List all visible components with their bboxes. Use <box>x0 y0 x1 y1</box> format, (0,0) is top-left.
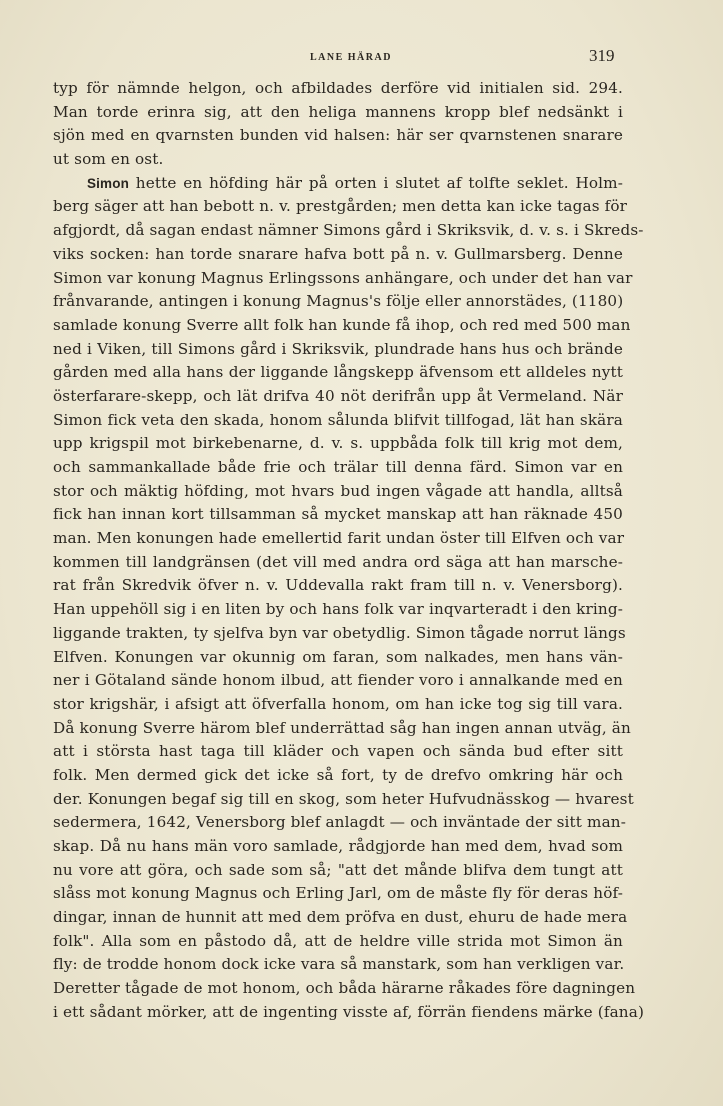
paragraph-opening-line <box>53 172 623 196</box>
text-line: stor och mäktig höfding, mot hvars bud ingen vågade att handla, alltså <box>53 481 623 500</box>
body-text <box>53 77 645 1025</box>
text-line: samlade konung Sverre allt folk han kunde få ihop, och red med 500 man <box>53 315 631 334</box>
text-line: rat från Skredvik öfver n. v. Uddevalla rakt fram till n. v. Venersborg). <box>53 576 623 595</box>
text-line: slåss mot konung Magnus och Erling Jarl, om de måste fly för deras höf- <box>53 884 623 903</box>
page-number: 319 <box>589 46 615 65</box>
text-line: Då konung Sverre härom blef underrättad såg han ingen annan utväg, än <box>53 718 631 737</box>
text-line: upp krigspil mot birkebenarne, d. v. s. uppbåda folk till krig mot dem, <box>53 434 623 453</box>
text-line: Elfven. Konungen var okunnig om faran, som nalkades, men hans vän- <box>53 647 623 666</box>
text-line: Simon fick veta den skada, honom sålunda blifvit tillfogad, lät han skära <box>53 410 623 429</box>
text-line: kommen till landgränsen (det vill med andra ord säga att han marsche- <box>53 552 623 571</box>
text-line: sjön med en qvarnsten bunden vid halsen: här ser qvarnstenen snarare <box>53 126 623 145</box>
text-line: folk". Alla som en påstodo då, att de heldre ville strida mot Simon än <box>53 931 623 950</box>
text-line: att i största hast taga till kläder och vapen och sända bud efter sitt <box>53 742 623 761</box>
text-line: och sammankallade både frie och trälar till denna färd. Simon var en <box>53 458 623 476</box>
text-line: fly: de trodde honom dock icke vara så manstark, som han verkligen var. <box>53 955 625 974</box>
text-line: viks socken: han torde snarare hafva bott på n. v. Gullmarsberg. Denne <box>53 244 623 263</box>
text-line: ned i Viken, till Simons gård i Skriksvik, plundrade hans hus och brände <box>53 339 623 358</box>
text-line: i ett sådant mörker, att de ingenting visste af, förrän fiendens märke (fana) <box>53 1002 645 1021</box>
text-line: man. Men konungen hade emellertid farit undan öster till Elfven och var <box>53 529 625 548</box>
text-line: typ för nämnde helgon, och afbildades derföre vid initialen sid. 294. <box>53 79 623 97</box>
text-line: frånvarande, antingen i konung Magnus's följe eller annorstädes, (1180) <box>53 292 624 311</box>
text-line: folk. Men dermed gick det icke så fort, ty de drefvo omkring här och <box>53 765 623 784</box>
text-line: der. Konungen begaf sig till en skog, som heter Hufvudnässkog — hvarest <box>53 789 634 808</box>
text-line: Simon var konung Magnus Erlingssons anhängare, och under det han var <box>53 268 633 287</box>
text-line: Han uppehöll sig i en liten by och hans folk var inqvarteradt i den kring- <box>53 600 623 619</box>
text-line: ut som en ost. <box>53 150 164 169</box>
text-line: nu vore att göra, och sade som så; "att det månde blifva dem tungt att <box>53 860 623 879</box>
text-line: Man torde erinra sig, att den heliga mannens kropp blef nedsänkt i <box>53 102 623 121</box>
text-line: sedermera, 1642, Venersborg blef anlagdt — och inväntade der sitt man- <box>53 813 626 832</box>
text-line: berg säger att han bebott n. v. prestgården; men detta kan icke tagas för <box>53 197 628 216</box>
text-line: liggande trakten, ty sjelfva byn var obetydlig. Simon tågade norrut längs <box>53 623 626 642</box>
running-head <box>0 46 723 70</box>
text-line: stor krigshär, i afsigt att öfverfalla honom, om han icke tog sig till vara. <box>53 694 623 713</box>
running-title: LANE HÄRAD <box>310 52 392 63</box>
text-line: skap. Då nu hans män voro samlade, rådgjorde han med dem, hvad som <box>53 837 623 855</box>
text-line: dingar, innan de hunnit att med dem pröfva en dust, ehuru de hade mera <box>53 908 628 927</box>
text-line: afgjordt, då sagan endast nämner Simons gård i Skriksvik, d. v. s. i Skreds- <box>53 221 644 240</box>
text-line: ner i Götaland sände honom ilbud, att fiender voro i annalkande med en <box>53 671 623 690</box>
text-line: gården med alla hans der liggande långskepp äfvensom ett alldeles nytt <box>53 363 623 382</box>
text-line: österfarare-skepp, och lät drifva 40 nöt derifrån upp åt Vermeland. När <box>53 386 623 405</box>
text-fragment: hette en höfding här på orten i slutet af tolfte seklet. Holm- <box>135 173 623 192</box>
subject-name: Simon <box>87 175 130 191</box>
text-line: Deretter tågade de mot honom, och båda härarne råkades före dagningen <box>53 979 636 998</box>
text-line: fick han innan kort tillsamman så mycket manskap att han räknade 450 <box>53 505 623 524</box>
